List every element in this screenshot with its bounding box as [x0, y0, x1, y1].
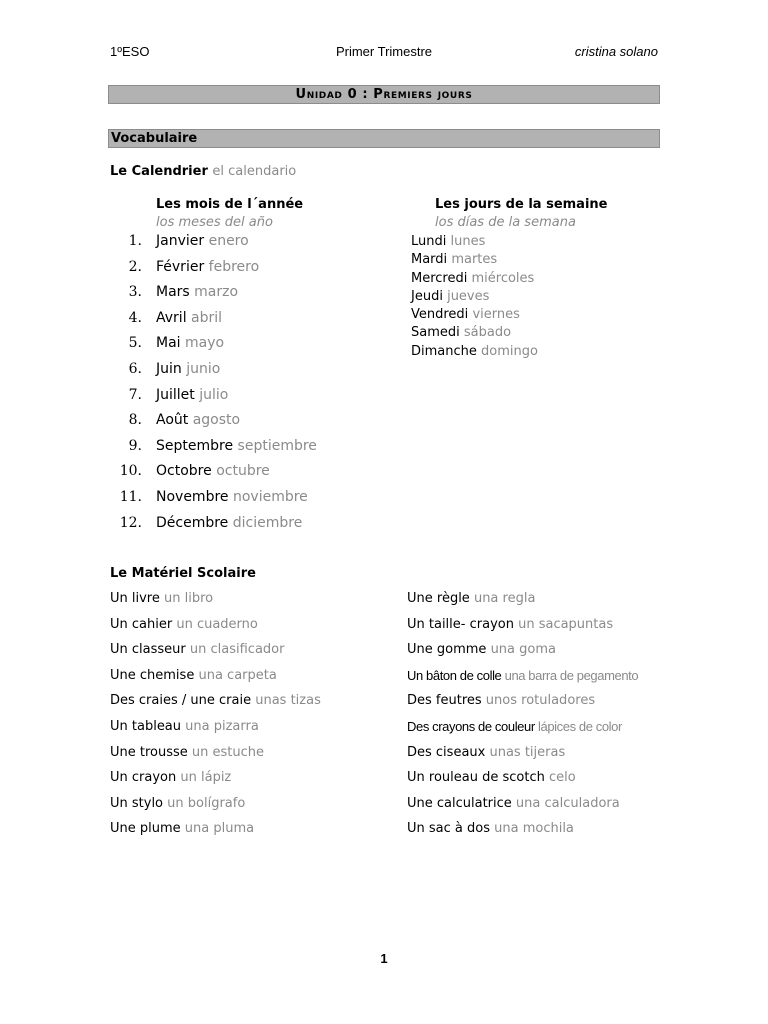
item-fr: Une trousse: [110, 744, 188, 760]
list-item: [110, 436, 350, 462]
list-item: [407, 616, 707, 642]
list-item: [407, 641, 707, 667]
item-fr: Un bâton de colle: [407, 667, 502, 683]
month-fr: Avril: [156, 309, 187, 326]
item-es: un cuaderno: [176, 616, 258, 632]
month-fr: Février: [156, 258, 205, 275]
month-es: septiembre: [237, 437, 317, 454]
month-es: junio: [186, 360, 221, 377]
list-item: [407, 744, 707, 770]
list-item: [110, 231, 350, 257]
list-item: [110, 744, 410, 770]
item-es: un sacapuntas: [518, 616, 614, 632]
item-es: una mochila: [494, 821, 574, 837]
month-fr: Octobre: [156, 463, 212, 480]
list-item: [407, 795, 707, 821]
item-es: una regla: [473, 591, 536, 606]
item-fr: Des feutres: [407, 693, 482, 709]
list-item: [407, 820, 707, 846]
list-item: [411, 324, 651, 342]
item-es: una pluma: [184, 821, 255, 837]
month-es: noviembre: [232, 488, 308, 505]
list-item: [110, 769, 410, 795]
month-number: 3.: [128, 284, 142, 301]
header-term: Primer Trimestre: [335, 44, 433, 59]
month-fr: Juillet: [156, 386, 195, 403]
month-es: julio: [199, 386, 229, 403]
item-es: un clasificador: [189, 642, 285, 658]
item-fr: Un classeur: [110, 642, 186, 658]
item-es: celo: [548, 770, 576, 786]
item-fr: Des craies / une craie: [110, 693, 252, 709]
list-item: [110, 461, 350, 487]
header-author: cristina solano: [574, 44, 658, 59]
list-item: [411, 288, 651, 306]
day-fr: Lundi: [411, 234, 447, 249]
month-number: 7.: [128, 386, 142, 403]
month-number: 1.: [128, 233, 142, 249]
list-item: [110, 820, 410, 846]
item-fr: Une plume: [110, 821, 181, 837]
page-number: 1: [380, 951, 388, 966]
item-es: unos rotuladores: [485, 693, 596, 709]
list-item: [407, 718, 707, 744]
list-item: [110, 308, 350, 334]
month-number: 4.: [128, 309, 142, 326]
day-es: domingo: [481, 343, 538, 359]
list-item: [110, 359, 350, 385]
item-fr: Un sac à dos: [407, 821, 490, 837]
list-item: [110, 590, 410, 616]
item-es: una carpeta: [198, 667, 277, 683]
day-fr: Samedi: [411, 325, 460, 341]
month-fr: Mars: [156, 284, 190, 301]
day-es: martes: [451, 252, 498, 268]
list-item: [110, 282, 350, 308]
day-es: viernes: [472, 307, 520, 323]
list-item: [110, 795, 410, 821]
list-item: [110, 410, 350, 436]
month-fr: Janvier: [156, 233, 205, 249]
list-item: [110, 333, 350, 359]
month-es: diciembre: [232, 514, 303, 531]
day-es: jueves: [447, 288, 490, 304]
item-fr: Une règle: [407, 591, 470, 606]
days-list: [411, 233, 651, 361]
item-es: un estuche: [191, 744, 265, 760]
day-fr: Mercredi: [411, 270, 468, 286]
list-item: [110, 692, 410, 718]
item-fr: Un tableau: [110, 718, 182, 734]
calendar-heading: [110, 164, 296, 179]
calendar-heading-es: el calendario: [212, 164, 297, 179]
month-es: abril: [191, 309, 223, 326]
list-item: [110, 487, 350, 513]
months-subheading: los meses del año: [156, 215, 273, 230]
month-es: mayo: [185, 335, 225, 352]
item-fr: Des crayons de couleur: [407, 718, 535, 734]
item-fr: Une chemise: [110, 667, 195, 683]
month-number: 2.: [128, 258, 142, 275]
day-fr: Vendredi: [411, 307, 469, 323]
item-es: unas tijeras: [489, 744, 566, 760]
month-number: 8.: [128, 412, 142, 429]
days-subheading: los días de la semana: [435, 215, 576, 230]
month-fr: Décembre: [156, 514, 229, 531]
item-es: un libro: [164, 591, 214, 606]
item-es: una calculadora: [515, 795, 620, 811]
item-fr: Un crayon: [110, 770, 177, 786]
item-fr: Une calculatrice: [407, 795, 512, 811]
month-number: 12.: [119, 514, 142, 531]
list-item: [411, 306, 651, 324]
month-fr: Août: [156, 412, 189, 429]
day-fr: Jeudi: [411, 288, 443, 304]
month-number: 5.: [128, 335, 142, 352]
list-item: [110, 385, 350, 411]
month-es: febrero: [208, 258, 260, 275]
list-item: [411, 343, 651, 361]
month-es: marzo: [194, 284, 239, 301]
calendar-heading-fr: Le Calendrier: [110, 164, 208, 179]
item-es: unas tizas: [255, 693, 321, 709]
item-es: una goma: [490, 642, 556, 658]
months-heading: Les mois de l´année: [156, 197, 304, 212]
item-es: un lápiz: [180, 770, 232, 786]
day-es: lunes: [450, 234, 486, 249]
item-fr: Un taille- crayon: [407, 616, 514, 632]
list-item: [411, 251, 651, 269]
list-item: [110, 513, 350, 539]
month-number: 6.: [128, 360, 142, 377]
days-heading: Les jours de la semaine: [435, 197, 608, 212]
item-fr: Un stylo: [110, 795, 164, 811]
list-item: [411, 233, 651, 251]
day-fr: Mardi: [411, 252, 448, 268]
list-item: [411, 270, 651, 288]
item-es: una pizarra: [185, 718, 259, 734]
section-title: Vocabulaire: [108, 129, 660, 148]
unit-title: Unidad 0 : Premiers jours: [108, 85, 660, 104]
item-fr: Des ciseaux: [407, 744, 486, 760]
month-fr: Septembre: [156, 437, 234, 454]
item-fr: Un cahier: [110, 616, 173, 632]
list-item: [110, 257, 350, 283]
materiel-heading: Le Matériel Scolaire: [110, 566, 256, 581]
header-course: 1ºESO: [110, 44, 150, 59]
list-item: [407, 692, 707, 718]
list-item: [110, 718, 410, 744]
day-es: sábado: [463, 325, 512, 341]
month-es: enero: [208, 233, 249, 249]
month-fr: Mai: [156, 335, 181, 352]
month-fr: Novembre: [156, 488, 229, 505]
month-es: octubre: [216, 463, 270, 480]
list-item: [407, 590, 707, 616]
month-number: 11.: [119, 488, 142, 505]
list-item: [110, 641, 410, 667]
list-item: [407, 769, 707, 795]
month-number: 9.: [128, 437, 142, 454]
list-item: [407, 667, 707, 693]
item-fr: Une gomme: [407, 642, 487, 658]
item-es: lápices de color: [538, 718, 622, 734]
month-fr: Juin: [156, 360, 182, 377]
item-es: un bolígrafo: [167, 795, 246, 811]
item-es: una barra de pegamento: [504, 667, 639, 683]
materiel-list-left: [110, 590, 410, 846]
list-item: [110, 667, 410, 693]
materiel-list-right: [407, 590, 707, 846]
list-item: [110, 616, 410, 642]
day-fr: Dimanche: [411, 343, 477, 359]
month-es: agosto: [192, 412, 241, 429]
month-number: 10.: [119, 463, 142, 480]
item-fr: Un rouleau de scotch: [407, 770, 545, 786]
day-es: miércoles: [471, 270, 535, 286]
item-fr: Un livre: [110, 591, 160, 606]
months-list: [110, 231, 350, 538]
